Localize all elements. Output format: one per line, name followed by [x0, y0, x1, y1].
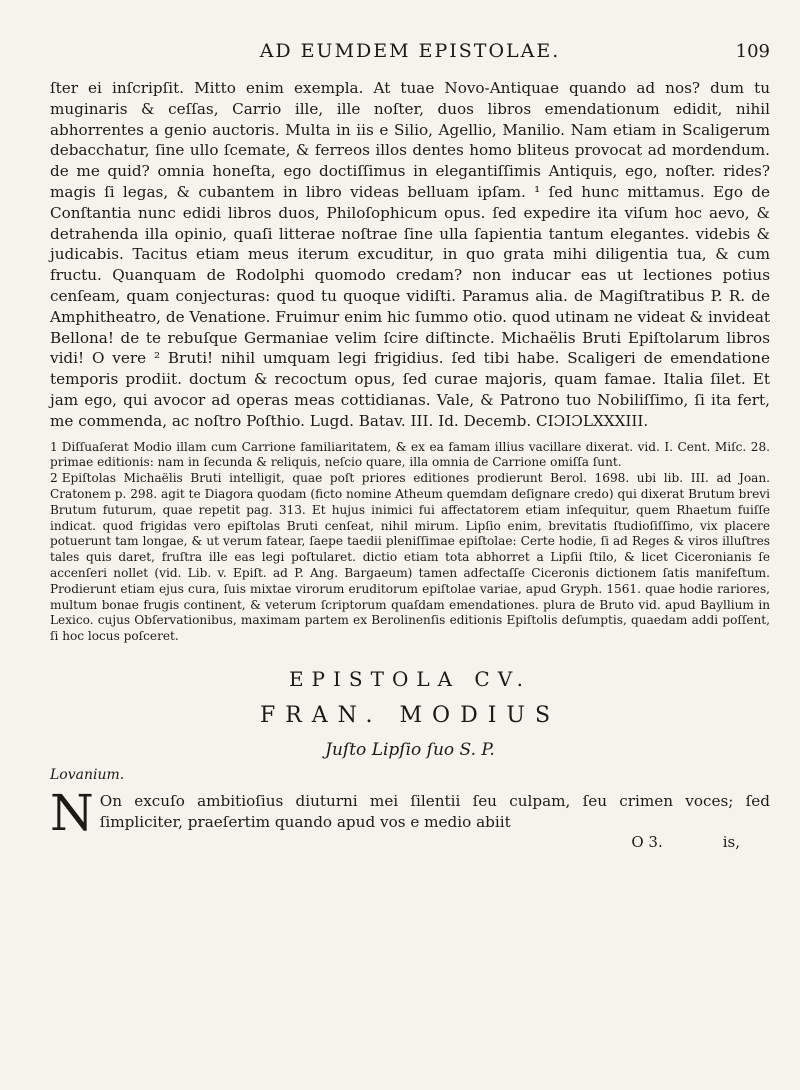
running-head-title: AD EUMDEM EPISTOLAE. [259, 40, 561, 62]
epistola-heading: EPISTOLA CV. [288, 666, 532, 691]
footnote-text: Epiſtolas Michaëlis Bruti intelligit, quae poſt priores editiones prodierunt Berol. 1698. ubi lib. III. ad Joan. Cratonem p. 298. agit te Diagora quodam (ficto nomine Atheum quemdam deſignare credo) qui dixerat Brutum brevi Brutum futurum, quae repetit pag. 313. Et hujus inimici fui affectatorem etiam inſequitur, quem Rhaetum fuiſſe indicat. quod frigidas vero epiſtolas Bruti cenſeat, nihil mirum. Lipſio enim, brevitatis ſtudioſiſſimo, vix placere potuerunt tam longae, & ut verum fatear, ſaepe taedii pleniſſimae epiſtolae: Certe hodie, ſi ad Reges & viros illuſtres tales quis daret, fruſtra ille eas legi poſtularet. dictio etiam tota abhorret a Lipſii ſtilo, & licet Ciceronianis ſe accenſeri nollet (vid. Lib. v. Epiſt. ad P. Ang. Bargaeum) tamen adfectaſſe Ciceronis dictionem ſatis manifeſtum. Prodierunt etiam ejus cura, ſuis mixtae virorum eruditorum epiſtolae variae, apud Gryph. 1561. quae hodie rariores, multum bonae frugis continent, & veterum ſcriptorum quaſdam emendationes. plura de Bruto vid. apud Bayllium in Lexico. cujus Obſervationibus, maximam partem ex Berolinenſis editionis Epiſtolis deſumptis, quaedam addi poſſent, ſi hoc locus poſceret. [50, 471, 770, 644]
page-number: 109 [735, 41, 770, 62]
footnote-2 [50, 471, 770, 645]
footnote-number: 1 [50, 439, 58, 454]
footnotes [50, 440, 770, 645]
signature-mark: O 3. [631, 832, 663, 851]
footnote-text: Diſſuaſerat Modio illam cum Carrione familiaritatem, & ex ea famam illius vacillare dixerat. vid. I. Cent. Miſc. 28. primae editionis: nam in ſecunda & reliquis, neſcio quare, illa omnia de Carrione omiſſa ſunt. [50, 439, 770, 470]
letter-recipient: Juſto Lipſio ſuo S. P. [325, 739, 495, 760]
drop-capital: N [50, 783, 94, 842]
catchword: is, [722, 832, 740, 851]
footnote-1 [50, 440, 770, 472]
letter-body-paragraph: ſter ei inſcripſit. Mitto enim exempla. At tuae Novo-Antiquae quando ad nos? dum tu muginaris & ceſſas, Carrio ille, ille noſter, duos libros emendationum edidit, nihil abhorrentes a genio auctoris. Multa in iis e Silio, Agellio, Manilio. Nam etiam in Scaligerum debacchatur, ſine ullo ſcemate, & ferreos illos dentes homo bliteus provocat ad mordendum. de me quid? omnia honeſta, ego doctiſſimus in elegantiſſimis Antiquis, ego, noſter. rides? magis ſi legas, & cubantem in libro videas belluam ipſam. ¹ ſed hunc mittamus. Ego de Conſtantia nunc edidi libros duos, Philoſophicum opus. ſed expedire ita viſum hoc aevo, & detrahenda illa opinio, quaſi litterae noſtrae ſine ulla ſapientia tantum elegantes. videbis & judicabis. Tacitus etiam meus iterum excuditur, in quo grata mihi diligentia tua, & cum fructu. Quanquam de Rodolphi quomodo credam? non inducar eas ut lectiones potius cenſeam, quam conjecturas: quod tu quoque vidiſti. Paramus alia. de Magiſtratibus P. R. de Amphitheatro, de Venatione. Fruimur enim hic ſummo otio. quod utinam ne videat & invideat Bellona! de te rebuſque Germaniae velim ſcire diſtincte. Michaëlis Bruti Epiſtolarum libros vidi! O vere ² Bruti! nihil umquam legi frigidius. ſed tibi habe. Scaligeri de emendatione temporis prodiit. doctum & recoctum opus, ſed curae majoris, quam famae. Italia ſilet. Et jam ego, qui avocor ad operas meas cottidianas. Vale, & Patrono tuo Nobiliſſimo, ſi ita fert, me commenda, ac noſtro Poſthio. Lugd. Batav. III. Id. Decemb. CIƆIƆLXXXIII. [50, 79, 770, 430]
footnote-number: 2 [50, 471, 58, 486]
letter-author: FRAN. MODIUS [259, 702, 561, 728]
book-page [50, 40, 770, 851]
signature-line [50, 833, 770, 851]
letter-place: Lovanium. [50, 766, 125, 783]
running-head [50, 40, 770, 70]
letter-opening-text: On excuſo ambitioſius diuturni mei ſilentii ſeu culpam, ſeu crimen voces; ſed ſimpliciter, praeſertim quando apud vos e medio abiit [99, 791, 770, 831]
